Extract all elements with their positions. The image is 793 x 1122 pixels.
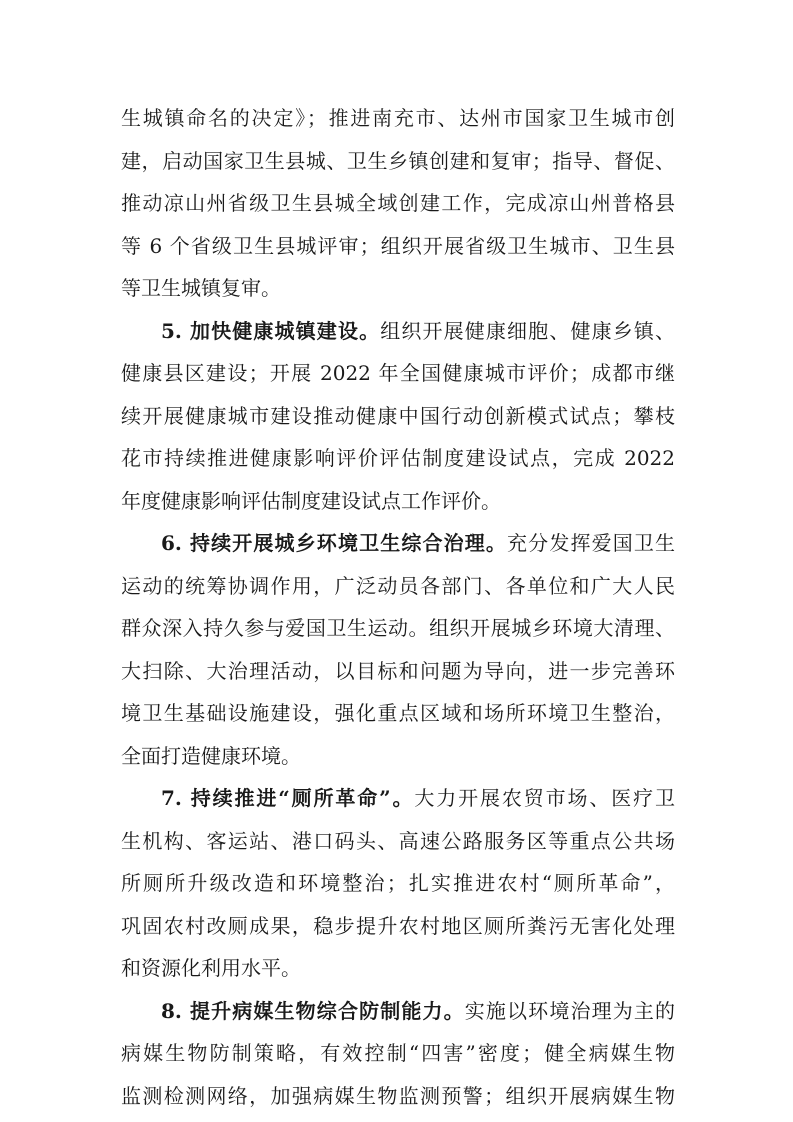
text-line xyxy=(121,480,675,523)
paragraph-heading-line xyxy=(121,310,675,353)
body-text: 生城镇命名的决定》；推进南充市、达州市国家卫生城市创 xyxy=(121,106,675,130)
text-line xyxy=(121,352,675,395)
text-line xyxy=(121,97,675,140)
body-text: 等卫生城镇复审。 xyxy=(121,276,281,300)
body-text: 建，启动国家卫生县城、卫生乡镇创建和复审；指导、督促、 xyxy=(121,148,675,173)
text-line xyxy=(121,820,675,863)
section-heading: 5. 加快健康城镇建设。 xyxy=(161,318,381,343)
text-line xyxy=(121,437,675,480)
body-text: 推动凉山州省级卫生县城全域创建工作，完成凉山州普格县 xyxy=(121,191,675,215)
paragraph-heading-line xyxy=(121,777,675,820)
body-text: 和资源化利用水平。 xyxy=(121,956,301,980)
body-text: 监测检测网络，加强病媒生物监测预警；组织开展病媒生物 xyxy=(121,1083,675,1108)
text-line xyxy=(121,607,675,650)
paragraph-heading-line xyxy=(121,990,675,1033)
text-line xyxy=(121,650,675,693)
text-line xyxy=(121,1075,675,1118)
body-text: 境卫生基础设施建设，强化重点区域和场所环境卫生整治， xyxy=(121,701,675,725)
body-text: 组织开展健康细胞、健康乡镇、 xyxy=(380,318,676,343)
body-text: 实施以环境治理为主的 xyxy=(464,998,676,1023)
text-line xyxy=(121,225,675,268)
body-text: 大力开展农贸市场、医疗卫 xyxy=(414,786,675,810)
text-line xyxy=(121,395,675,438)
paragraph-heading-line xyxy=(121,522,675,565)
text-line xyxy=(121,565,675,608)
text-line xyxy=(121,1032,675,1075)
text-line xyxy=(121,267,675,310)
body-text: 群众深入持久参与爱国卫生运动。组织开展城乡环境大清理、 xyxy=(121,616,675,640)
section-heading: 7. 持续推进“厕所革命”。 xyxy=(161,786,415,810)
body-text: 全面打造健康环境。 xyxy=(121,743,301,768)
body-text: 等 6 个省级卫生县城评审；组织开展省级卫生城市、卫生县 xyxy=(121,233,675,258)
body-text: 年度健康影响评估制度建设试点工作评价。 xyxy=(121,488,501,513)
text-line xyxy=(121,140,675,183)
body-text: 生机构、客运站、港口码头、高速公路服务区等重点公共场 xyxy=(121,828,675,853)
body-text: 病媒生物防制策略，有效控制“四害”密度；健全病媒生物 xyxy=(121,1041,675,1065)
text-line xyxy=(121,182,675,225)
body-text: 续开展健康城市建设推动健康中国行动创新模式试点；攀枝 xyxy=(121,403,675,428)
text-line xyxy=(121,905,675,948)
section-heading: 6. 持续开展城乡环境卫生综合治理。 xyxy=(161,531,508,555)
body-text: 运动的统筹协调作用，广泛动员各部门、各单位和广大人民 xyxy=(121,573,675,598)
body-text: 健康县区建设；开展 2022 年全国健康城市评价；成都市继 xyxy=(121,361,675,385)
body-text: 巩固农村改厕成果，稳步提升农村地区厕所粪污无害化处理 xyxy=(121,913,675,938)
document-page xyxy=(121,97,675,1117)
text-line xyxy=(121,947,675,990)
body-text: 所厕所升级改造和环境整治；扎实推进农村“厕所革命”， xyxy=(121,871,675,895)
body-text: 花市持续推进健康影响评价评估制度建设试点，完成 2022 xyxy=(121,446,675,470)
section-heading: 8. 提升病媒生物综合防制能力。 xyxy=(161,998,465,1023)
body-text: 大扫除、大治理活动，以目标和问题为导向，进一步完善环 xyxy=(121,658,675,683)
text-line xyxy=(121,692,675,735)
text-line xyxy=(121,735,675,778)
body-text: 充分发挥爱国卫生 xyxy=(507,531,676,555)
text-line xyxy=(121,862,675,905)
